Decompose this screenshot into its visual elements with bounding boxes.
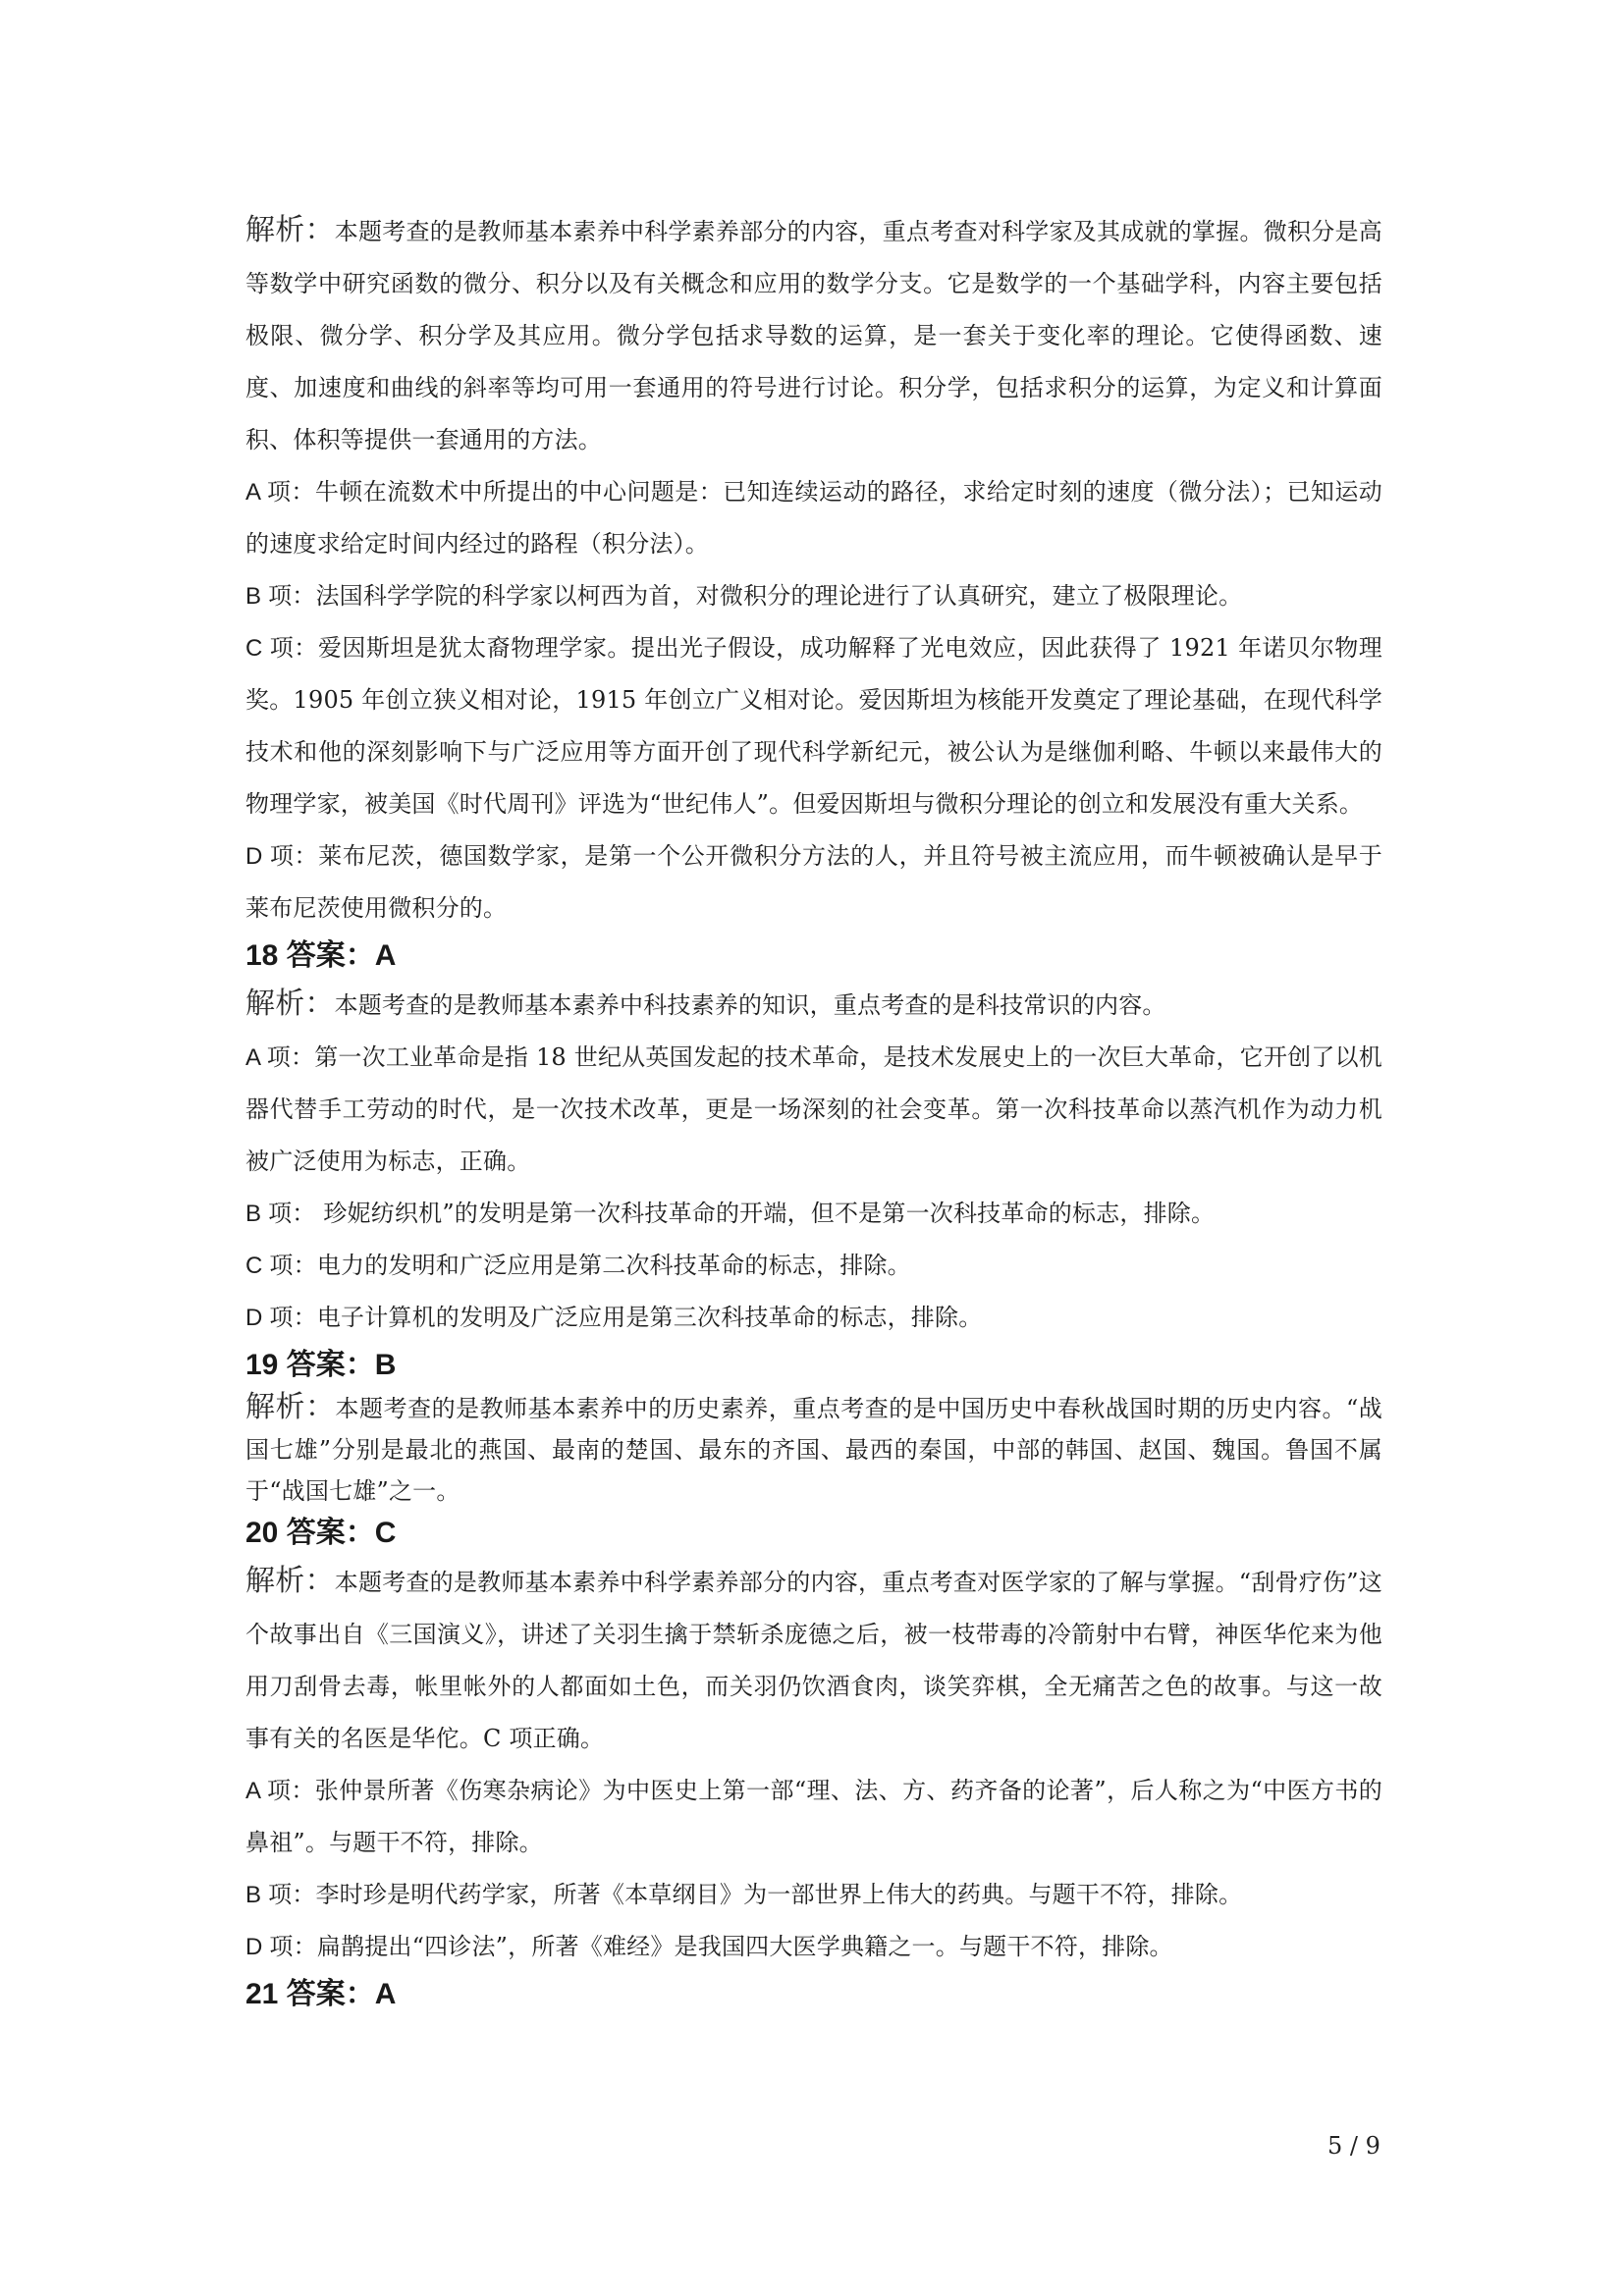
option-b-label: B 项： bbox=[245, 1882, 316, 1908]
q18-analysis bbox=[245, 978, 1382, 1032]
q18-option-d-text: 电子计算机的发明及广泛应用是第三次科技革命的标志，排除。 bbox=[316, 1304, 983, 1331]
option-b-label: B 项： bbox=[245, 1201, 316, 1227]
q20-option-b-text: 李时珍是明代药学家，所著《本草纲目》为一部世界上伟大的药典。与题干不符，排除。 bbox=[315, 1881, 1243, 1908]
q21-answer-heading: 21 答案：A bbox=[245, 1978, 397, 2010]
q17-option-d bbox=[245, 830, 1382, 934]
option-a-label: A 项： bbox=[245, 479, 315, 506]
q20-option-d bbox=[245, 1921, 1382, 1973]
option-a-label: A 项： bbox=[245, 1044, 315, 1071]
q17-option-b-text: 法国科学学院的科学家以柯西为首，对微积分的理论进行了认真研究，建立了极限理论。 bbox=[315, 582, 1243, 610]
page-number: 5 / 9 bbox=[1327, 2132, 1380, 2160]
q20-answer-heading: 20 答案：C bbox=[245, 1517, 397, 1549]
q19-analysis bbox=[245, 1387, 1382, 1512]
option-c-label: C 项： bbox=[245, 635, 318, 662]
option-a-label: A 项： bbox=[245, 1778, 315, 1804]
option-d-label: D 项： bbox=[245, 1934, 317, 1960]
q17-option-a bbox=[245, 466, 1382, 570]
q20-option-a bbox=[245, 1765, 1382, 1869]
q18-option-b bbox=[245, 1188, 1382, 1240]
option-d-label: D 项： bbox=[245, 843, 319, 870]
q20-option-b bbox=[245, 1869, 1382, 1921]
q17-option-d-text: 莱布尼茨，德国数学家，是第一个公开微积分方法的人，并且符号被主流应用，而牛顿被确认是早于莱布尼茨使用微积分的。 bbox=[245, 842, 1382, 922]
q18-option-b-text: 珍妮纺织机”的发明是第一次科技革命的开端，但不是第一次科技革命的标志，排除。 bbox=[315, 1200, 1216, 1227]
q19-analysis-text: 本题考查的是教师基本素养中的历史素养，重点考查的是中国历史中春秋战国时期的历史内容。“战国七雄”分别是最北的燕国、最南的楚国、最东的齐国、最西的秦国，中部的韩国、赵国、魏国。鲁国不属于“战国七雄”之一。 bbox=[245, 1395, 1382, 1505]
q17-analysis-text: 本题考查的是教师基本素养中科学素养部分的内容，重点考查对科学家及其成就的掌握。微积分是高等数学中研究函数的微分、积分以及有关概念和应用的数学分支。它是数学的一个基础学科，内容主要包括极限、微分学、积分学及其应用。微分学包括求导数的运算，是一套关于变化率的理论。它使得函数、速度、加速度和曲线的斜率等均可用一套通用的符号进行讨论。积分学，包括求积分的运算，为定义和计算面积、体积等提供一套通用的方法。 bbox=[245, 218, 1383, 454]
q18-option-d bbox=[245, 1292, 1382, 1344]
q19-answer-heading: 19 答案：B bbox=[245, 1349, 397, 1381]
q18-option-a-text: 第一次工业革命是指 18 世纪从英国发起的技术革命，是技术发展史上的一次巨大革命，它开创了以机器代替手工劳动的时代，是一次技术改革，更是一场深刻的社会变革。第一次科技革命以蒸汽机作为动力机被广泛使用为标志，正确。 bbox=[245, 1043, 1382, 1175]
option-c-label: C 项： bbox=[245, 1253, 317, 1279]
q17-option-c-text: 爱因斯坦是犹太裔物理学家。提出光子假设，成功解释了光电效应，因此获得了 1921 年诺贝尔物理奖。1905 年创立狭义相对论，1915 年创立广义相对论。爱因斯坦为核能开发奠定了理论基础，在现代科学技术和他的深刻影响下与广泛应用等方面开创了现代科学新纪元，被公认为是继伽利略、牛顿以来最伟大的物理学家，被美国《时代周刊》评选为“世纪伟人”。但爱因斯坦与微积分理论的创立和发展没有重大关系。 bbox=[245, 634, 1382, 818]
analysis-label: 解析： bbox=[245, 988, 335, 1020]
q17-option-a-text: 牛顿在流数术中所提出的中心问题是：已知连续运动的路径，求给定时刻的速度（微分法）；已知运动的速度求给定时间内经过的路程（积分法）。 bbox=[245, 478, 1382, 558]
analysis-label: 解析： bbox=[245, 1565, 335, 1597]
option-d-label: D 项： bbox=[245, 1305, 317, 1331]
q18-option-c bbox=[245, 1240, 1382, 1292]
q20-option-a-text: 张仲景所著《伤寒杂病论》为中医史上第一部“理、法、方、药齐备的论著”，后人称之为“中医方书的鼻祖”。与题干不符，排除。 bbox=[245, 1777, 1382, 1856]
q18-option-c-text: 电力的发明和广泛应用是第二次科技革命的标志，排除。 bbox=[316, 1252, 911, 1279]
q18-option-a bbox=[245, 1032, 1382, 1188]
q17-analysis bbox=[245, 204, 1382, 466]
q20-analysis-text: 本题考查的是教师基本素养中科学素养部分的内容，重点考查对医学家的了解与掌握。“刮骨疗伤”这个故事出自《三国演义》，讲述了关羽生擒于禁斩杀庞德之后，被一枝带毒的冷箭射中右臂，神医华佗来为他用刀刮骨去毒，帐里帐外的人都面如土色，而关羽仍饮酒食肉，谈笑弈棋，全无痛苦之色的故事。与这一故事有关的名医是华佗。C 项正确。 bbox=[245, 1569, 1382, 1752]
q17-option-b bbox=[245, 570, 1382, 622]
option-b-label: B 项： bbox=[245, 583, 316, 610]
analysis-label: 解析： bbox=[245, 1391, 336, 1423]
q18-answer-heading: 18 答案：A bbox=[245, 939, 397, 972]
analysis-label: 解析： bbox=[245, 214, 335, 246]
q20-option-d-text: 扁鹊提出“四诊法”，所著《难经》是我国四大医学典籍之一。与题干不符，排除。 bbox=[316, 1933, 1173, 1960]
q20-analysis bbox=[245, 1555, 1382, 1765]
q17-option-c bbox=[245, 622, 1382, 830]
document-body bbox=[245, 204, 1382, 2016]
q18-analysis-text: 本题考查的是教师基本素养中科技素养的知识，重点考查的是科技常识的内容。 bbox=[334, 991, 1166, 1019]
